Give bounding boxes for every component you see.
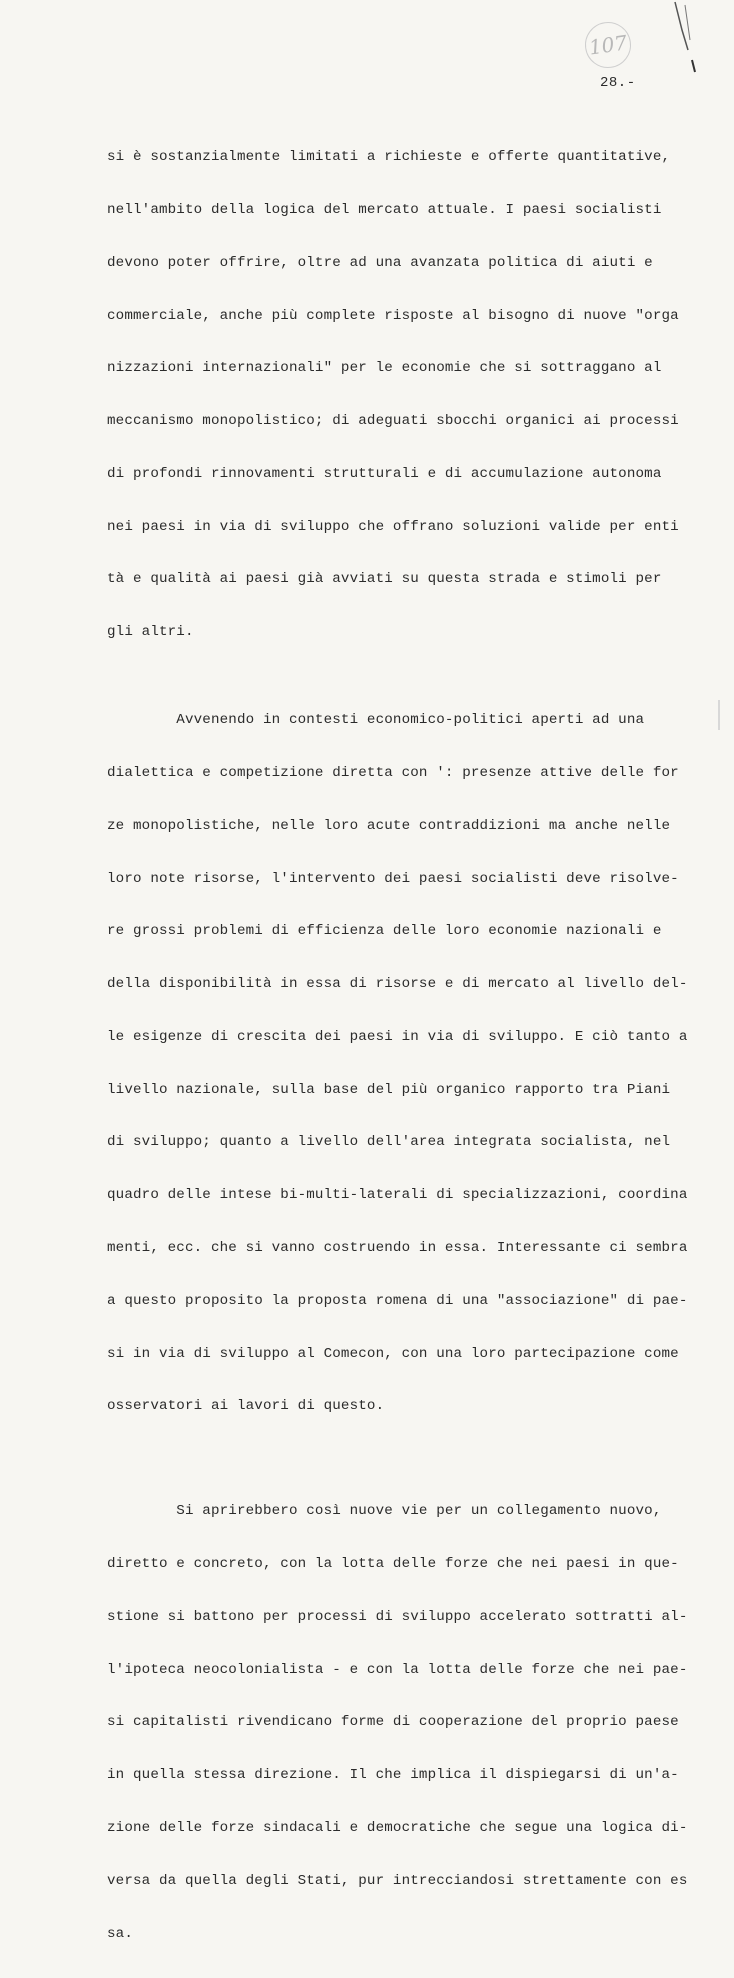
paragraph-2 [107,677,697,1451]
text-line: si in via di sviluppo al Comecon, con una loro partecipazione come [107,1345,679,1362]
text-line: osservatori ai lavori di questo. [107,1398,385,1415]
text-line: ze monopolistiche, nelle loro acute contraddizioni ma anche nelle [107,817,671,834]
archive-stamp: 107 [582,19,634,71]
text-line: zione delle forze sindacali e democratiche che segue una logica di- [107,1820,688,1836]
text-line: stione si battono per processi di sviluppo accelerato sottratti al- [107,1608,688,1625]
pen-mark-icon [670,0,710,80]
text-line: quadro delle intese bi-multi-laterali di specializzazioni, coordina [107,1187,688,1204]
text-line: dialettica e competizione diretta con ': presenze attive delle for [107,764,679,781]
text-line: menti, ecc. che si vanno costruendo in essa. Interessante ci sembra [107,1240,688,1256]
text-line: di profondi rinnovamenti strutturali e di accumulazione autonoma [107,465,662,482]
page-number: 28.- [600,75,636,91]
text-line: si è sostanzialmente limitati a richieste e offerte quantitative, [107,149,671,166]
text-line: le esigenze di crescita dei paesi in via di sviluppo. E ciò tanto a [107,1028,688,1045]
text-line: in quella stessa direzione. Il che implica il dispiegarsi di un'a- [107,1767,679,1784]
text-line: commerciale, anche più complete risposte al bisogno di nuove "orga [107,307,679,324]
text-line: diretto e concreto, con la lotta delle forze che nei paesi in que- [107,1556,679,1573]
text-line: di sviluppo; quanto a livello dell'area integrata socialista, nel [107,1134,671,1151]
text-line: si capitalisti rivendicano forme di cooperazione del proprio paese [107,1714,679,1731]
text-line: livello nazionale, sulla base del più organico rapporto tra Piani [107,1081,671,1098]
text-line: nei paesi in via di sviluppo che offrano soluzioni valide per enti [107,518,679,535]
text-line: meccanismo monopolistico; di adeguati sbocchi organici ai processi [107,413,679,430]
text-line: nell'ambito della logica del mercato attuale. I paesi socialisti [107,201,662,218]
text-line: a questo proposito la proposta romena di una "associazione" di pae- [107,1292,688,1309]
paragraph-3 [107,1468,697,1978]
text-line: Avvenendo in contesti economico-politici aperti ad una [107,712,645,729]
text-line: l'ipoteca neocolonialista - e con la lotta delle forze che nei pae- [107,1661,688,1678]
text-line: loro note risorse, l'intervento dei paesi socialisti deve risolve- [107,870,679,887]
text-line: Si aprirebbero così nuove vie per un collegamento nuovo, [107,1503,662,1520]
scan-edge-mark [718,700,720,730]
text-line: nizzazioni internazionali" per le economie che si sottraggano al [107,360,662,377]
text-line: tà e qualità ai paesi già avviati su questa strada e stimoli per [107,571,662,588]
text-line: gli altri. [107,624,194,641]
paragraph-1 [107,114,697,677]
text-line: della disponibilità in essa di risorse e di mercato al livello del- [107,976,688,993]
text-line: sa. [107,1925,133,1942]
text-line: re grossi problemi di efficienza delle loro economie nazionali e [107,923,662,940]
text-line: devono poter offrire, oltre ad una avanzata politica di aiuti e [107,254,653,271]
body-text [107,114,697,1978]
text-line: versa da quella degli Stati, pur intrecciandosi strettamente con es [107,1872,688,1889]
